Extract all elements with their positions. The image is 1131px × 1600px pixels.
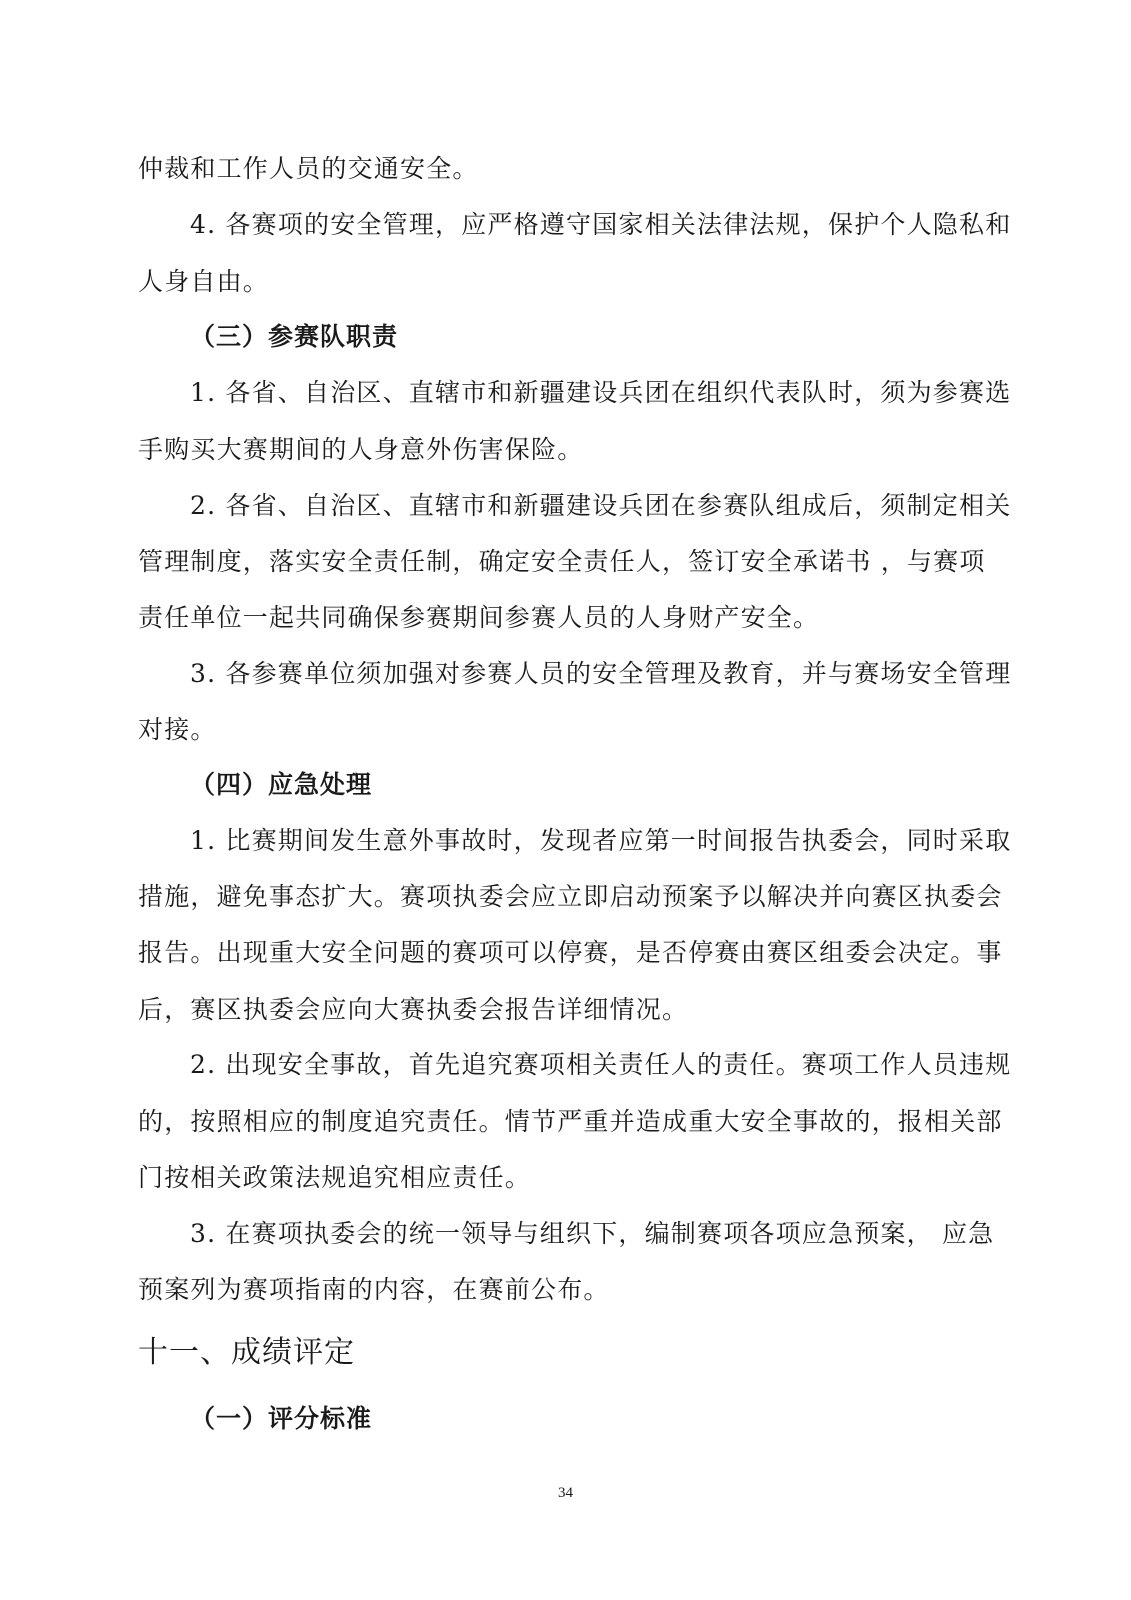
body-text-line: 1. 比赛期间发生意外事故时，发现者应第一时间报告执委会，同时采取 [190, 826, 1012, 855]
body-text-line: 手购买大赛期间的人身意外伤害保险。 [138, 435, 584, 464]
section-heading: （三）参赛队职责 [190, 322, 399, 351]
body-text-line: 门按相关政策法规追究相应责任。 [138, 1163, 532, 1192]
body-text-line: 对接。 [138, 715, 217, 744]
body-text-line: 人身自由。 [138, 267, 270, 296]
section-heading: （一）评分标准 [190, 1404, 373, 1433]
body-text-line: 后，赛区执委会应向大赛执委会报告详细情况。 [138, 995, 689, 1024]
body-text-line: 报告。出现重大安全问题的赛项可以停赛，是否停赛由赛区组委会决定。事 [138, 938, 1003, 967]
body-text-line: 仲裁和工作人员的交通安全。 [138, 154, 479, 183]
body-text-line: 管理制度，落实安全责任制，确定安全责任人，签订安全承诺书 ，与赛项 [138, 547, 986, 576]
body-text-line: 2. 各省、自治区、直辖市和新疆建设兵团在参赛队组成后，须制定相关 [190, 491, 1012, 520]
body-text-line: 1. 各省、自治区、直辖市和新疆建设兵团在组织代表队时，须为参赛选 [190, 378, 1012, 407]
body-text-line: 3. 在赛项执委会的统一领导与组织下，编制赛项各项应急预案， 应急 [190, 1219, 995, 1248]
body-text-line: 预案列为赛项指南的内容，在赛前公布。 [138, 1275, 610, 1304]
chapter-heading: 十一、成绩评定 [138, 1335, 355, 1370]
body-text-line: 措施，避免事态扩大。赛项执委会应立即启动预案予以解决并向赛区执委会 [138, 882, 1003, 911]
section-heading: （四）应急处理 [190, 770, 373, 799]
body-text-line: 的，按照相应的制度追究责任。情节严重并造成重大安全事故的，报相关部 [138, 1107, 1003, 1136]
body-text-line: 责任单位一起共同确保参赛期间参赛人员的人身财产安全。 [138, 603, 820, 632]
body-text-line: 3. 各参赛单位须加强对参赛人员的安全管理及教育，并与赛场安全管理 [190, 659, 1012, 688]
page-number: 34 [558, 1485, 573, 1501]
body-text-line: 2. 出现安全事故，首先追究赛项相关责任人的责任。赛项工作人员违规 [190, 1050, 1012, 1079]
body-text-line: 4. 各赛项的安全管理，应严格遵守国家相关法律法规，保护个人隐私和 [190, 210, 1012, 239]
